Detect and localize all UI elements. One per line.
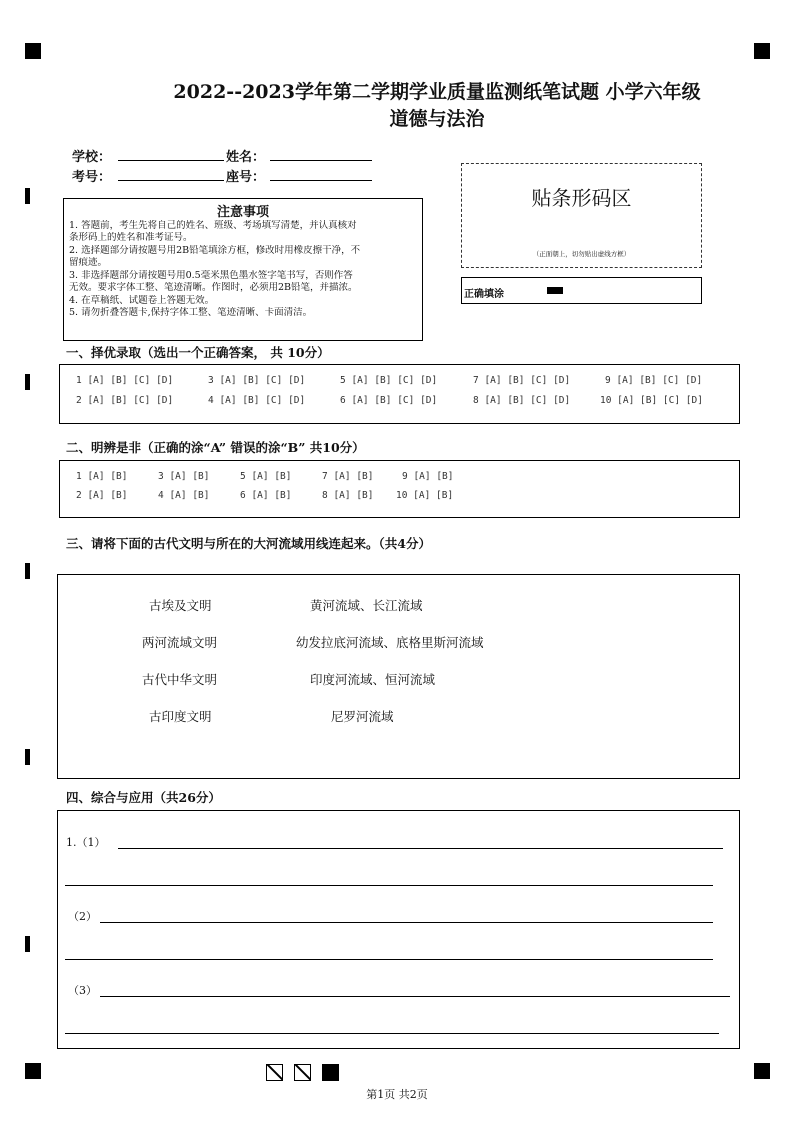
- timing-mark: [25, 936, 30, 952]
- judge-question-10[interactable]: 10 [A] [B]: [396, 490, 454, 501]
- notice-line: 1. 答题前，考生先将自己的姓名、班级、考场填写清楚，并认真核对: [69, 220, 357, 231]
- choice-question-10[interactable]: 10 [A] [B] [C] [D]: [600, 395, 703, 406]
- notice-line: 5. 请勿折叠答题卡,保持字体工整、笔迹清晰、卡面清洁。: [69, 307, 313, 318]
- choice-question-2[interactable]: 2 [A] [B] [C] [D]: [76, 395, 174, 406]
- registration-mark-bottom-right: [754, 1063, 770, 1079]
- choice-question-8[interactable]: 8 [A] [B] [C] [D]: [473, 395, 571, 406]
- registration-mark-bottom-left: [25, 1063, 41, 1079]
- barcode-area[interactable]: [461, 163, 702, 268]
- name-field[interactable]: [270, 160, 372, 161]
- section2-heading: 二、明辨是非（正确的涂“A” 错误的涂“B” 共10分）: [66, 440, 365, 455]
- timing-mark: [25, 749, 30, 765]
- exam-title: 2022--2023学年第二学期学业质量监测纸笔试题 小学六年级: [173, 81, 701, 103]
- river-item: 黄河流域、长江流域: [310, 598, 423, 613]
- judge-question-1[interactable]: 1 [A] [B]: [76, 471, 128, 482]
- choice-question-7[interactable]: 7 [A] [B] [C] [D]: [473, 375, 571, 386]
- timing-mark: [25, 188, 30, 204]
- question-1-3-label: （3）: [68, 984, 97, 997]
- judge-question-9[interactable]: 9 [A] [B]: [402, 471, 454, 482]
- correct-fill-example: [461, 277, 702, 304]
- seat-number-label: 座号：: [226, 170, 266, 185]
- filled-box-icon: [322, 1064, 339, 1081]
- barcode-area-note: （正面朝上，切勿贴出虚线方框）: [532, 250, 631, 258]
- section3-matching-box[interactable]: [57, 574, 740, 779]
- school-label: 学校：: [72, 150, 112, 165]
- civilization-item: 古代中华文明: [142, 672, 218, 687]
- answer-line[interactable]: [100, 922, 713, 923]
- judge-question-2[interactable]: 2 [A] [B]: [76, 490, 128, 501]
- registration-mark-top-right: [754, 43, 770, 59]
- timing-mark: [25, 563, 30, 579]
- section1-heading: 一、择优录取（选出一个正确答案， 共 10分）: [66, 345, 330, 360]
- judge-question-4[interactable]: 4 [A] [B]: [158, 490, 210, 501]
- notice-title: 注意事项: [216, 205, 269, 220]
- judge-question-6[interactable]: 6 [A] [B]: [240, 490, 292, 501]
- crossed-box-icon: [266, 1064, 283, 1081]
- choice-question-4[interactable]: 4 [A] [B] [C] [D]: [208, 395, 306, 406]
- civilization-item: 古埃及文明: [149, 598, 212, 613]
- river-item: 幼发拉底河流域、底格里斯河流域: [296, 635, 484, 650]
- crossed-box-icon: [294, 1064, 311, 1081]
- answer-line[interactable]: [65, 1033, 719, 1034]
- answer-line[interactable]: [65, 959, 713, 960]
- correct-fill-label: 正确填涂: [464, 289, 504, 300]
- name-label: 姓名：: [226, 150, 266, 165]
- answer-line[interactable]: [100, 996, 730, 997]
- choice-question-3[interactable]: 3 [A] [B] [C] [D]: [208, 375, 306, 386]
- river-item: 尼罗河流域: [331, 709, 394, 724]
- notice-line: 4. 在草稿纸、试题卷上答题无效。: [69, 295, 215, 306]
- river-item: 印度河流域、恒河流域: [310, 672, 436, 687]
- choice-question-9[interactable]: 9 [A] [B] [C] [D]: [605, 375, 703, 386]
- barcode-area-title: 贴条形码区: [531, 186, 632, 210]
- answer-line[interactable]: [65, 885, 713, 886]
- section2-answer-box: [59, 460, 740, 518]
- exam-number-field[interactable]: [118, 180, 224, 181]
- question-1-1-label: 1.（1）: [66, 836, 106, 849]
- judge-question-7[interactable]: 7 [A] [B]: [322, 471, 374, 482]
- section1-answer-box: [59, 364, 740, 424]
- judge-question-5[interactable]: 5 [A] [B]: [240, 471, 292, 482]
- judge-question-8[interactable]: 8 [A] [B]: [322, 490, 374, 501]
- filled-box-example: [547, 287, 563, 294]
- notice-line: 条形码上的姓名和准考证号。: [69, 232, 193, 243]
- notice-line: 无效。要求字体工整、笔迹清晰。作图时，必须用2B铅笔，并描浓。: [69, 282, 358, 293]
- subject-title: 道德与法治: [389, 108, 485, 130]
- timing-mark: [25, 374, 30, 390]
- seat-number-field[interactable]: [270, 180, 372, 181]
- registration-mark-top-left: [25, 43, 41, 59]
- school-field[interactable]: [118, 160, 224, 161]
- notice-line: 留痕迹。: [69, 257, 108, 268]
- section4-heading: 四、综合与应用（共26分）: [66, 790, 221, 805]
- section3-heading: 三、请将下面的古代文明与所在的大河流域用线连起来。（共4分）: [66, 536, 431, 551]
- question-1-2-label: （2）: [68, 910, 97, 923]
- exam-number-label: 考号：: [72, 170, 112, 185]
- notice-box: [63, 198, 423, 341]
- choice-question-5[interactable]: 5 [A] [B] [C] [D]: [340, 375, 438, 386]
- choice-question-1[interactable]: 1 [A] [B] [C] [D]: [76, 375, 174, 386]
- judge-question-3[interactable]: 3 [A] [B]: [158, 471, 210, 482]
- section4-answer-box: [57, 810, 740, 1049]
- page-number: 第1页 共2页: [366, 1088, 428, 1101]
- answer-line[interactable]: [118, 848, 723, 849]
- civilization-item: 两河流域文明: [142, 635, 218, 650]
- civilization-item: 古印度文明: [149, 709, 212, 724]
- notice-line: 2. 选择题部分请按题号用2B铅笔填涂方框，修改时用橡皮擦干净，不: [69, 245, 361, 256]
- notice-line: 3. 非选择题部分请按题号用0.5毫米黑色墨水签字笔书写，否则作答: [69, 270, 353, 281]
- choice-question-6[interactable]: 6 [A] [B] [C] [D]: [340, 395, 438, 406]
